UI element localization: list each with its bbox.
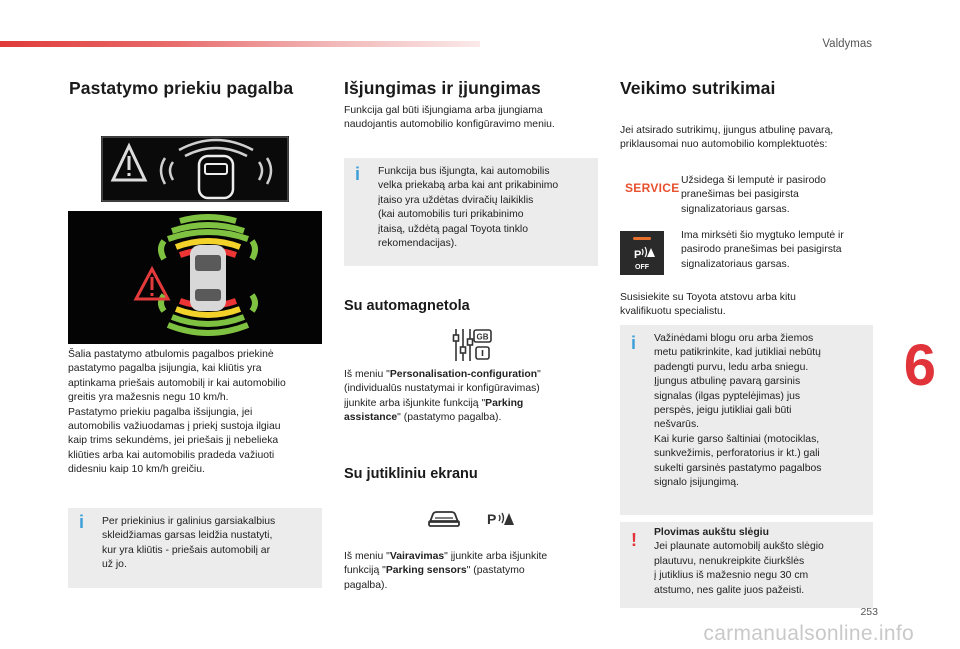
text-line: pastatymo pagalba įsijungia, kai kliūtis yra bbox=[68, 363, 262, 375]
info-icon: i bbox=[631, 333, 637, 353]
text-line: nešvarūs. bbox=[654, 419, 700, 431]
text-line: Ima mirksėti šio mygtuko lemputė ir bbox=[681, 230, 844, 241]
settings-sliders-icon bbox=[452, 327, 494, 363]
heading-with-touchscreen: Su jutikliniu ekranu bbox=[344, 466, 478, 482]
text-line: aptinkama priešais automobilį ir kai automobilio bbox=[68, 377, 286, 389]
info-box-trailer bbox=[344, 158, 598, 266]
title-front-parking-aid: Pastatymo priekiu pagalba bbox=[69, 78, 294, 98]
text-line: perspės, jeigu jutikliai gali būti bbox=[654, 405, 792, 417]
warning-title: Plovimas aukštu slėgiu bbox=[654, 527, 769, 538]
text-line: metu patikrinkite, kad jutikliai nebūtų bbox=[654, 347, 821, 359]
header-accent-bar bbox=[0, 41, 480, 47]
text-line: Užsidega ši lemputė ir pasirodo bbox=[681, 175, 826, 186]
text-line: Funkcija bus išjungta, kai automobilis bbox=[378, 166, 550, 177]
car-driving-icon bbox=[427, 508, 461, 530]
text-line: kur yra kliūtis - priešais automobilį ar bbox=[102, 544, 271, 556]
text-line: Funkcija gal būti išjungiama arba įjungiama bbox=[344, 105, 543, 116]
title-disable-enable: Išjungimas ir įjungimas bbox=[344, 78, 541, 98]
parking-sensor-off-button-icon bbox=[620, 231, 664, 275]
text-line: atstumo, nes galite juos pažeisti. bbox=[654, 584, 805, 596]
text-line: didesniu kaip 10 km/h greičiu. bbox=[68, 464, 205, 476]
text-line: naudojantis automobilio konfigūravimo meniu. bbox=[344, 119, 555, 131]
text-line: įjunkite arba išjunkite funkciją "Parking bbox=[344, 397, 524, 409]
page-number: 253 bbox=[860, 606, 878, 618]
text-line: pagalba). bbox=[344, 579, 388, 591]
text-line: pasirodo pranešimas bei pasigirsta bbox=[681, 244, 842, 256]
svg-text:P: P bbox=[487, 511, 497, 527]
text-line: greitis yra mažesnis negu 10 km/h. bbox=[68, 392, 229, 404]
info-text bbox=[654, 332, 870, 490]
info-box-speakers bbox=[68, 508, 322, 588]
text-line: rekomendacijas). bbox=[378, 238, 458, 250]
text-line: signalizatoriaus garsas. bbox=[681, 203, 790, 215]
warning-box-high-pressure-wash bbox=[620, 522, 873, 608]
text-line: signalizatoriaus garsas. bbox=[681, 258, 790, 270]
front-parking-aid-description bbox=[68, 348, 328, 478]
info-icon: i bbox=[79, 512, 85, 532]
text-line: kvalifikuotu specialistu. bbox=[620, 306, 726, 318]
chapter-number: 6 bbox=[903, 333, 936, 398]
watermark: carmanualsonline.info bbox=[703, 622, 914, 645]
disable-enable-description bbox=[344, 104, 598, 133]
car-silhouette-icon bbox=[190, 245, 226, 311]
text-line: sunkvežimis, perforatorius ir kt.) gali bbox=[654, 448, 820, 460]
text-line: Šalia pastatymo atbulomis pagalbos priekinė bbox=[68, 349, 274, 360]
text-line: skleidžiamas garsas leidžia nustatyti, bbox=[102, 530, 273, 542]
dashboard-warning-image bbox=[101, 136, 289, 202]
text-line: (kai automobilis turi prikabinimo bbox=[378, 209, 524, 221]
malfunction-intro bbox=[620, 124, 880, 153]
svg-text:P: P bbox=[634, 249, 642, 261]
gb-label: GB bbox=[476, 332, 489, 342]
text-line: signalas (ilgas pyptelėjimas) jus bbox=[654, 390, 801, 402]
warning-exclamation-icon: ! bbox=[631, 530, 637, 550]
text-line: (individualūs nustatymai ir konfigūravimas) bbox=[344, 383, 540, 395]
text-line: kaip trims sekundėms, jei priešais jį nebelieka bbox=[68, 435, 279, 447]
text-line: automobilis važiuodamas į priekį sustoja ilgiau bbox=[68, 421, 281, 433]
text-line: į jutiklius iš mažesnio negu 30 cm bbox=[654, 570, 809, 582]
text-line: Įjungus atbulinę pavarą garsinis bbox=[654, 376, 801, 388]
off-button-description bbox=[681, 229, 881, 272]
text-line: priklausomai nuo automobilio komplektuotės: bbox=[620, 139, 828, 151]
text-line: įtaiso yra uždėtas dviračių laikiklis bbox=[378, 194, 534, 206]
service-warning-icon: SERVICE bbox=[625, 181, 680, 195]
text-line: Per priekinius ir galinius garsiakalbius bbox=[102, 516, 276, 527]
text-line: kliūties arba kai automobilis pradeda važiuoti bbox=[68, 449, 275, 461]
service-description bbox=[681, 174, 881, 217]
off-label: OFF bbox=[635, 264, 649, 271]
text-line: Jei plaunate automobilį aukšto slėgio bbox=[654, 541, 824, 553]
info-icon: i bbox=[355, 164, 361, 184]
text-line: funkciją "Parking sensors" (pastatymo bbox=[344, 565, 525, 577]
parking-sensor-car-image bbox=[68, 211, 322, 344]
contact-dealer-text bbox=[620, 291, 880, 320]
text-line: plautuvu, nenukreipkite čiurkšlės bbox=[654, 555, 805, 567]
info-box-bad-weather bbox=[620, 325, 873, 515]
text-line: sukelti garsinės pastatymo pagalbos bbox=[654, 462, 822, 474]
heading-with-radio: Su automagnetola bbox=[344, 298, 470, 314]
text-line: Pastatymo priekiu pagalba išsijungia, jei bbox=[68, 406, 253, 418]
text-line: pranešimas bei pasigirsta bbox=[681, 189, 799, 201]
text-line: velka priekabą arba kai ant prikabinimo bbox=[378, 180, 559, 192]
title-malfunctions: Veikimo sutrikimai bbox=[620, 78, 776, 98]
warning-text bbox=[654, 526, 870, 598]
radio-instructions bbox=[344, 368, 604, 426]
touchscreen-instructions bbox=[344, 550, 604, 593]
text-line: Iš meniu "Vairavimas" įjunkite arba išjunkite bbox=[344, 551, 548, 562]
text-line: padengti purvu, ledu arba sniegu. bbox=[654, 361, 809, 373]
text-line: už jo. bbox=[102, 559, 127, 571]
section-title: Valdymas bbox=[822, 38, 872, 50]
parking-sensor-icon bbox=[487, 509, 515, 529]
text-line: Kai kurie garso šaltiniai (motociklas, bbox=[654, 433, 820, 445]
text-line: signalo įsijungimą. bbox=[654, 477, 739, 489]
text-line: Susisiekite su Toyota atstovu arba kitu bbox=[620, 292, 796, 303]
text-line: assistance" (pastatymo pagalba). bbox=[344, 412, 502, 424]
text-line: įtaisą, uždėtą pagal Toyota tinklo bbox=[378, 223, 528, 235]
text-line: Jei atsirado sutrikimų, įjungus atbulinę pavarą, bbox=[620, 125, 834, 136]
info-text bbox=[102, 515, 316, 573]
info-text bbox=[378, 165, 594, 251]
text-line: Iš meniu "Personalisation-configuration" bbox=[344, 369, 541, 380]
text-line: Važinėdami blogu oru arba žiemos bbox=[654, 333, 814, 344]
